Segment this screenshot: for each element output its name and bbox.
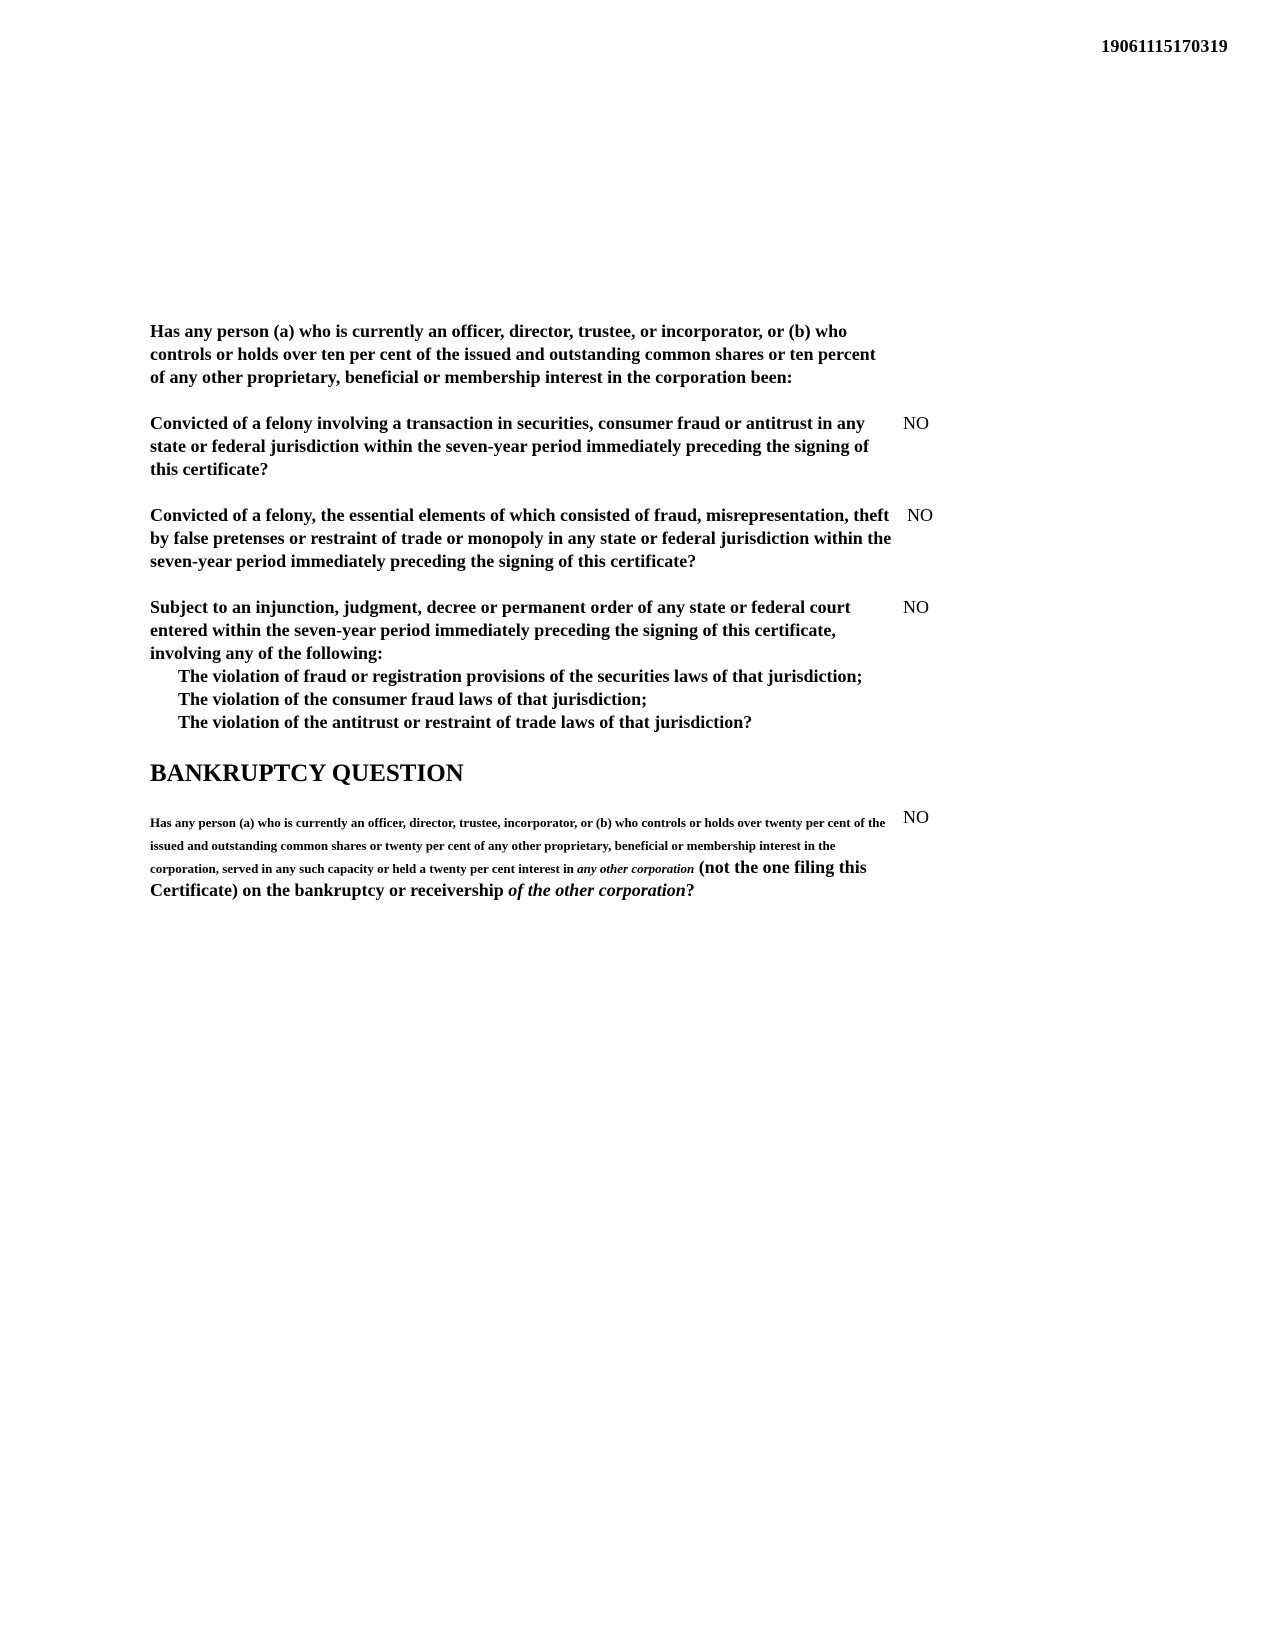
bankruptcy-text-large-italic: of the other corporation [508, 880, 686, 900]
bankruptcy-text-end: ? [685, 880, 695, 900]
bankruptcy-heading: BANKRUPTCY QUESTION [150, 760, 464, 787]
answer-value: NO [903, 807, 929, 827]
question-row-securities-felony [150, 412, 950, 481]
spacer [150, 573, 950, 596]
sub-item-securities-laws: The violation of fraud or registration provisions of the securities laws of that jurisdiction; [178, 666, 863, 686]
bankruptcy-text-small-italic: any other corporation [577, 861, 695, 876]
question-row-fraud-felony [150, 504, 950, 573]
answer-value: NO [903, 597, 929, 617]
bankruptcy-text-large: (not the one filing this Certificate) on the bankruptcy or receivership [150, 857, 867, 900]
sub-item-antitrust-laws: The violation of the antitrust or restraint of trade laws of that jurisdiction? [178, 712, 753, 732]
spacer [150, 481, 950, 504]
question-text: Convicted of a felony involving a transaction in securities, consumer fraud or antitrust in any state or federal jurisdiction within the seven-year period immediately preceding the signing of this certificate? [150, 413, 869, 479]
answer-value: NO [907, 505, 933, 525]
certificate-questions [150, 320, 950, 902]
question-row-injunction [150, 596, 950, 734]
answer-value: NO [903, 413, 929, 433]
bankruptcy-question-text [150, 810, 895, 902]
question-text: Convicted of a felony, the essential elements of which consisted of fraud, misrepresentation, theft by false pretenses or restraint of trade or monopoly in any state or federal jurisdiction within the seven-year period immediately preceding the signing of this certificate? [150, 505, 892, 571]
sub-item-consumer-fraud-laws: The violation of the consumer fraud laws of that jurisdiction; [178, 689, 648, 709]
question-text-main: Subject to an injunction, judgment, decree or permanent order of any state or federal court entered within the seven-year period immediately preceding the signing of this certificate, involving any of the following: [150, 597, 851, 663]
officer-question-intro: Has any person (a) who is currently an officer, director, trustee, or incorporator, or (b) who controls or holds over ten per cent of the issued and outstanding common shares or ten percent of any other proprietary, beneficial or membership interest in the corporation been: [150, 321, 876, 387]
question-row-bankruptcy [150, 807, 950, 902]
document-number: 19061115170319 [1101, 36, 1228, 56]
bankruptcy-text-small: Has any person (a) who is currently an officer, director, trustee, incorporator, or (b) who controls or holds over twenty per cent of the issued and outstanding common shares or twenty per cent of any other proprietary, beneficial or membership interest in the corporation, served in any such capacity or held a twenty per cent interest in [150, 815, 886, 876]
question-text [150, 596, 895, 734]
